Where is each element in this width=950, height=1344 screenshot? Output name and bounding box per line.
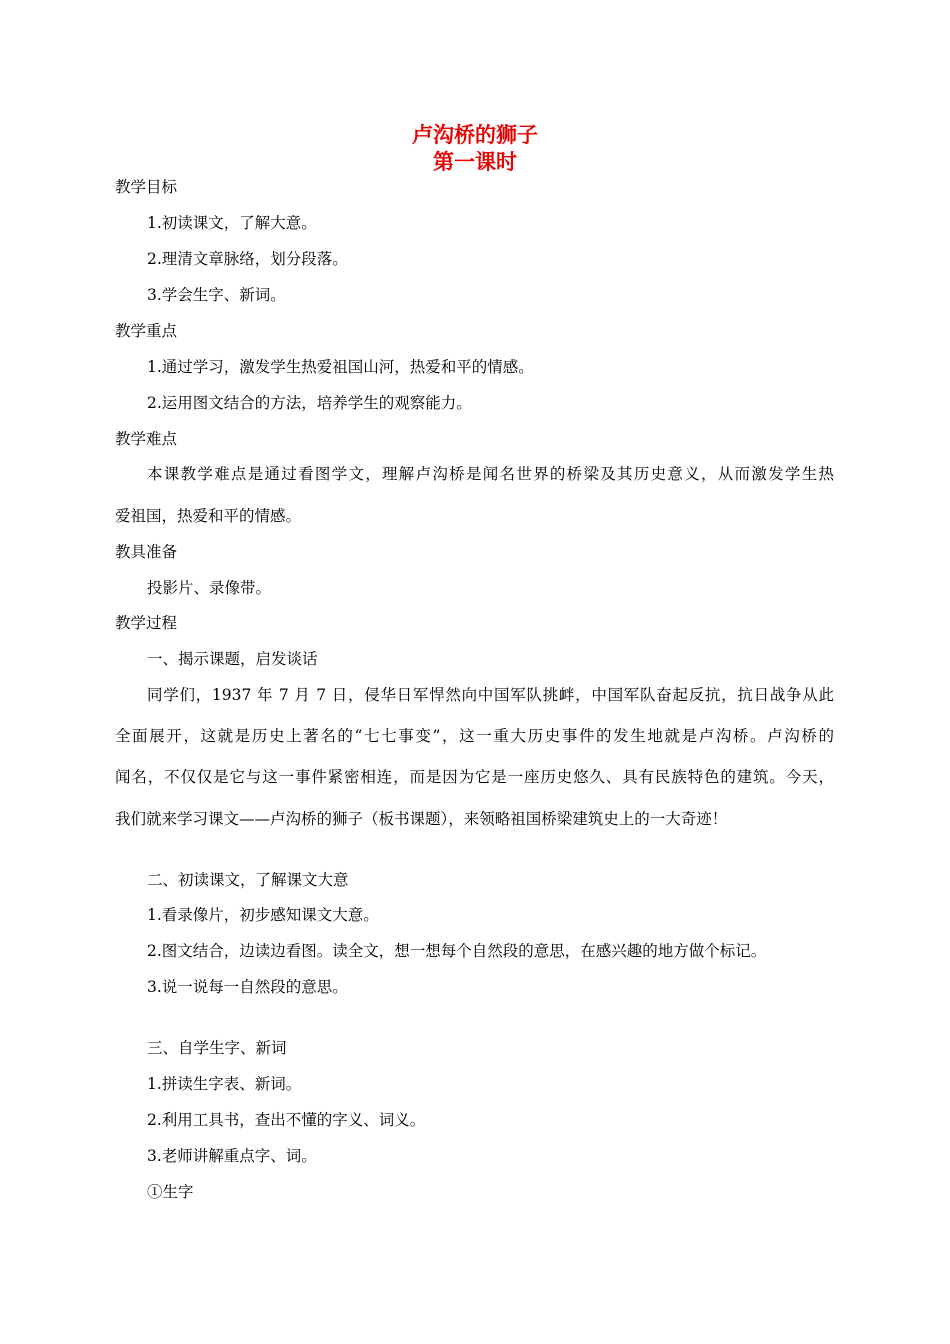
difficulty-text: 本课教学难点是通过看图学文，理解卢沟桥是闻名世界的桥梁及其历史意义，从而激发学生热 bbox=[147, 465, 834, 483]
difficulty-text-line bbox=[147, 463, 834, 485]
goal-item: 2.理清文章脉络，划分段落。 bbox=[147, 250, 348, 268]
step1-text-line bbox=[115, 725, 834, 747]
key-point-item: 1.通过学习，激发学生热爱祖国山河，热爱和平的情感。 bbox=[147, 358, 534, 376]
process-heading: 教学过程 bbox=[115, 614, 178, 632]
step1-text-line: 我们就来学习课文——卢沟桥的狮子（板书课题），来领略祖国桥梁建筑史上的一大奇迹！ bbox=[115, 810, 728, 828]
step1-heading: 一、揭示课题，启发谈话 bbox=[147, 650, 318, 668]
difficulty-heading: 教学难点 bbox=[115, 430, 178, 448]
step3-item: 1.拼读生字表、新词。 bbox=[147, 1075, 302, 1093]
step1-text-line bbox=[115, 766, 834, 788]
document-title: 卢沟桥的狮子 bbox=[412, 123, 538, 147]
step2-item: 2.图文结合，边读边看图。读全文，想一想每个自然段的意思，在感兴趣的地方做个标记。 bbox=[147, 942, 767, 960]
key-point-item: 2.运用图文结合的方法，培养学生的观察能力。 bbox=[147, 394, 472, 412]
step3-item: 2.利用工具书，查出不懂的字义、词义。 bbox=[147, 1111, 426, 1129]
difficulty-text-line: 爱祖国，热爱和平的情感。 bbox=[115, 507, 302, 525]
document-subtitle: 第一课时 bbox=[433, 150, 517, 174]
step2-heading: 二、初读课文，了解课文大意 bbox=[147, 871, 349, 889]
step1-text: 同学们，1937 年 7 月 7 日，侵华日军悍然向中国军队挑衅，中国军队奋起反抗，抗日战争从此 bbox=[147, 686, 834, 704]
step3-item: ①生字 bbox=[147, 1183, 194, 1201]
step3-item: 3.老师讲解重点字、词。 bbox=[147, 1147, 317, 1165]
key-points-heading: 教学重点 bbox=[115, 322, 178, 340]
step1-text: 全面展开，这就是历史上著名的“七七事变”，这一重大历史事件的发生地就是卢沟桥。卢沟桥的 bbox=[115, 727, 834, 745]
tools-heading: 教具准备 bbox=[115, 543, 178, 561]
step2-item: 3.说一说每一自然段的意思。 bbox=[147, 978, 348, 996]
step1-text-line bbox=[147, 684, 834, 706]
step2-item: 1.看录像片，初步感知课文大意。 bbox=[147, 906, 379, 924]
step1-text: 闻名，不仅仅是它与这一事件紧密相连，而是因为它是一座历史悠久、具有民族特色的建筑。今天， bbox=[115, 768, 834, 786]
goal-item: 1.初读课文，了解大意。 bbox=[147, 214, 317, 232]
step3-heading: 三、自学生字、新词 bbox=[147, 1039, 287, 1057]
goals-heading: 教学目标 bbox=[115, 178, 178, 196]
tools-text: 投影片、录像带。 bbox=[147, 579, 272, 597]
goal-item: 3.学会生字、新词。 bbox=[147, 286, 286, 304]
